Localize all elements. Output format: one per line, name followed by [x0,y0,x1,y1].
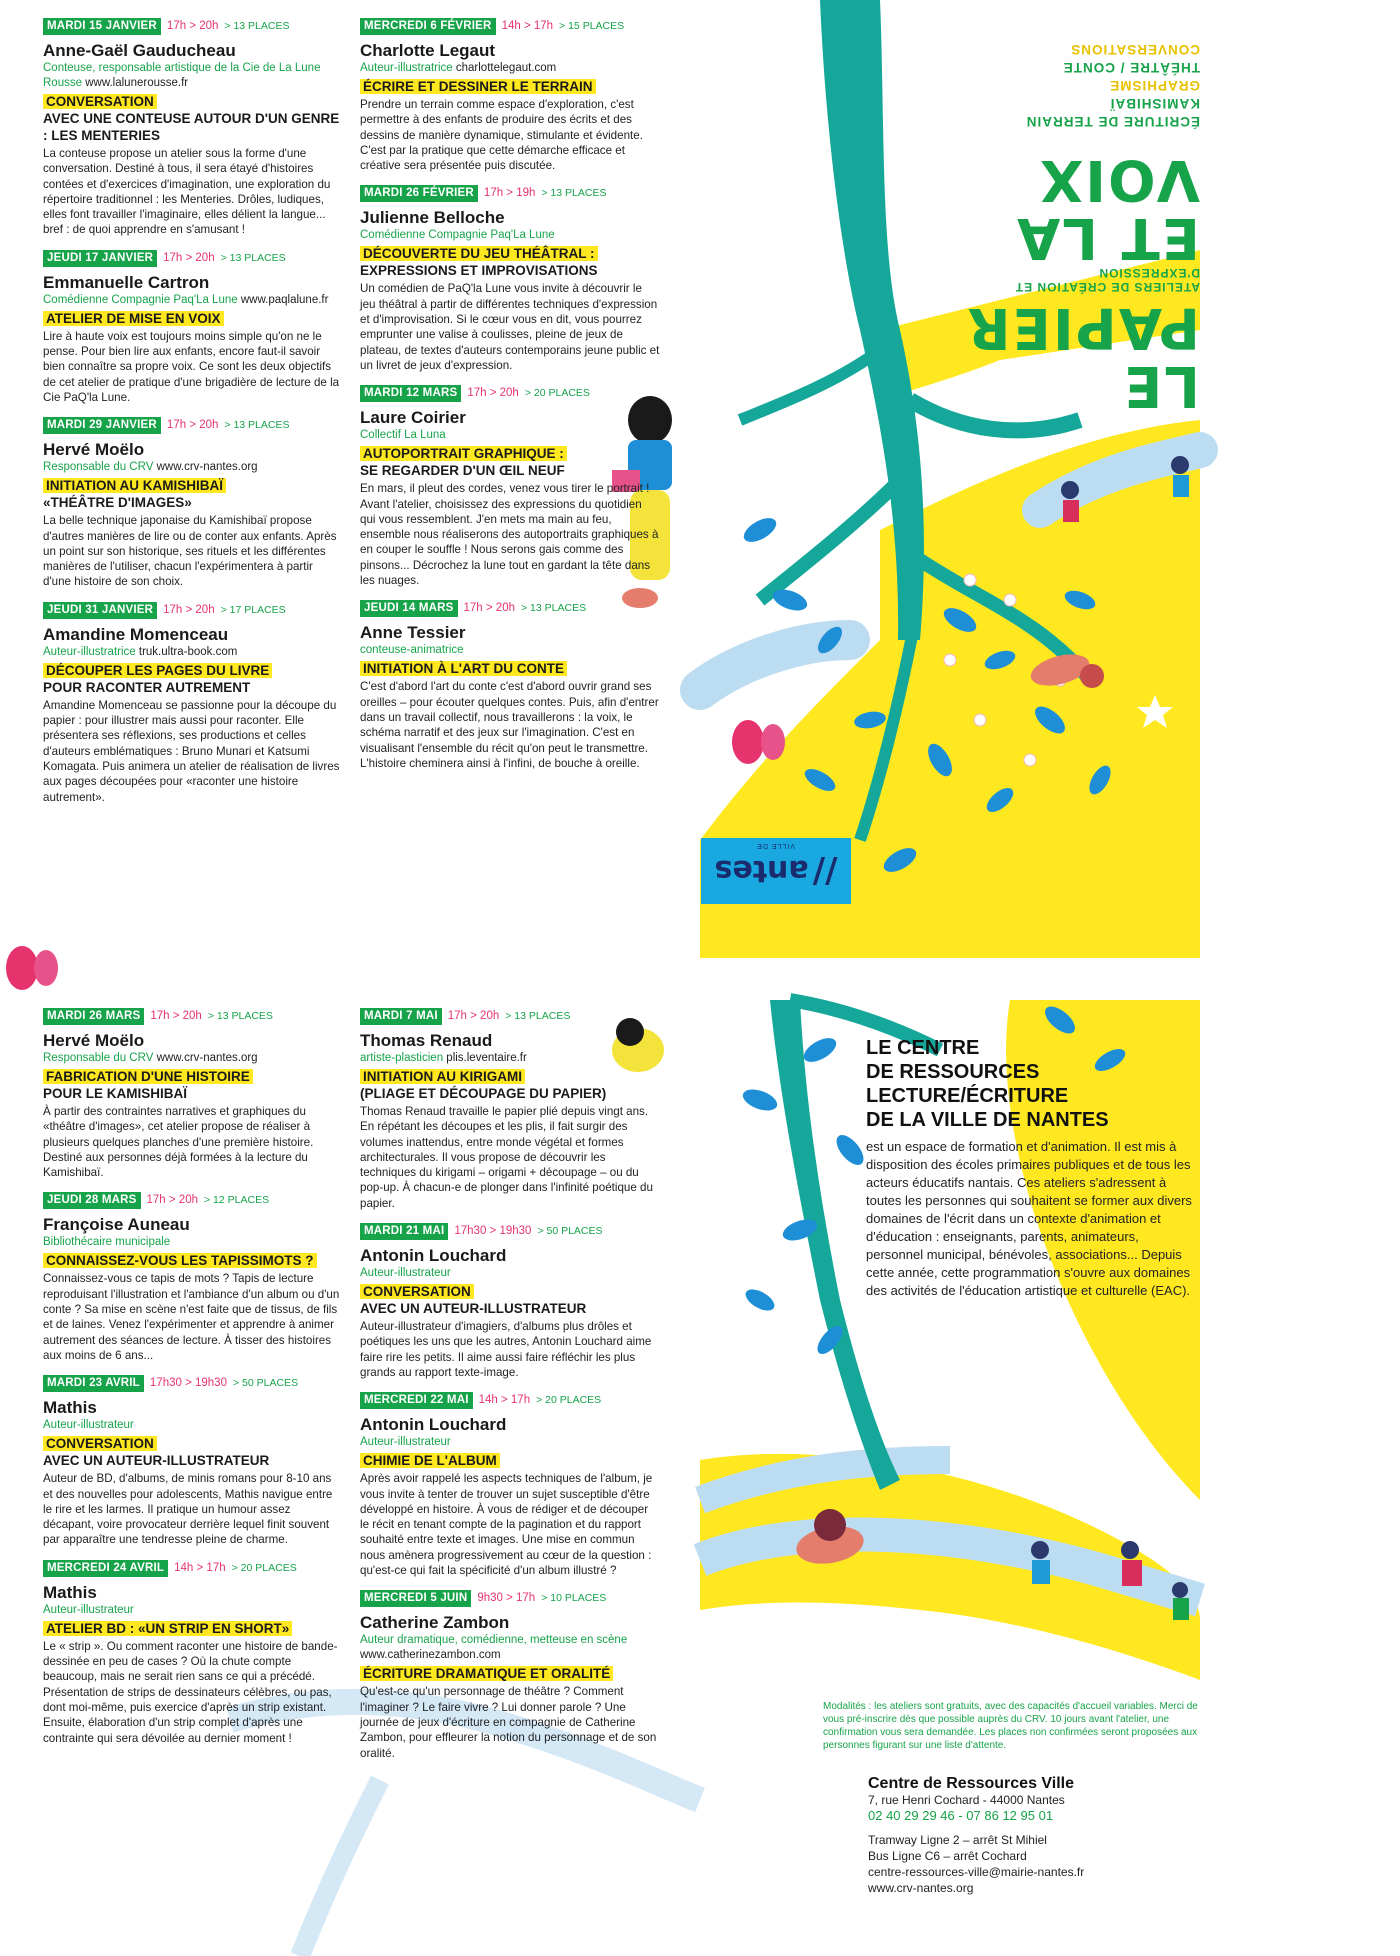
event-subtitle: «THÉÂTRE D'IMAGES» [43,495,192,511]
event-subtitle: SE REGARDER D'UN ŒIL NEUF [360,463,565,479]
event-presenter: Françoise Auneau [43,1215,190,1235]
event-description: Auteur de BD, d'albums, de minis romans pour 8-10 ans et des nouvelles pour adolescents, Mathis navigue entre le rire et les larmes. Il pratique un humour assez décapant, voire provocateur derrière lequel finit souvent par apparaître une tendresse pleine de charme. [43,1472,333,1547]
event-date: MERCREDI 5 JUIN [360,1590,471,1607]
nantes-logo-icon: // [812,851,838,891]
event-date: MARDI 15 JANVIER [43,18,161,35]
event-entry [360,385,660,588]
event-date: MARDI 23 AVRIL [43,1375,144,1392]
event-title: INITIATION AU KAMISHIBAÏ [43,478,226,493]
event-workshop [360,1283,660,1317]
event-title: CHIMIE DE L'ALBUM [360,1453,500,1468]
event-title: CONVERSATION [43,1436,157,1451]
event-description: Auteur-illustrateur d'imagiers, d'albums plus drôles et poétiques les uns que les autres, Antonin Louchard aime faire rire les petits. Il aime aussi faire réfléchir les plus grands au rapport texte-image. [360,1320,652,1379]
event-title: AUTOPORTRAIT GRAPHIQUE : [360,446,567,461]
event-time: 17h > 20h [447,1010,500,1022]
event-date-row [43,1560,343,1577]
event-places: > 20 PLACES [231,1561,297,1574]
event-presenter: Mathis [43,1582,97,1602]
event-description: Thomas Renaud travaille le papier plié depuis vingt ans. En répétant les découpes et les plis, il fait surgir des volumes inattendus, entre monde végétal et formes architecturales. Il vous propose de découvrir les techniques du kirigami – origami + découpage – ou du pop-up. À chacun-e de plonger dans l'infinité poétique du papier. [360,1105,653,1210]
event-date-row [360,1008,660,1025]
event-places: > 13 PLACES [521,602,587,615]
event-places: > 12 PLACES [204,1194,270,1207]
event-workshop [360,660,660,677]
event-date: JEUDI 28 MARS [43,1192,141,1209]
event-date-row [43,1192,343,1209]
event-role: Comédienne Compagnie Paq'La Lune [43,293,238,306]
event-workshop [360,1068,660,1102]
event-description: Lire à haute voix est toujours moins simple qu'on ne le pense. Pour bien lire aux enfants, encore faut-il savoir bien connaître sa propre voix. Ce sont les deux objectifs de cet atelier de pratique d'une brigadière de lecture de la Cie PaQ'la Lune. [43,329,340,404]
event-date: JEUDI 17 JANVIER [43,250,157,267]
contact-transport-bus: Bus Ligne C6 – arrêt Cochard [868,1849,1027,1863]
event-places: > 50 PLACES [232,1377,299,1390]
event-time: 17h > 20h [463,602,515,615]
event-workshop [43,1068,343,1102]
event-subtitle: POUR LE KAMISHIBAÏ [43,1086,188,1101]
event-time: 17h > 20h [163,603,215,616]
event-workshop [43,1435,343,1469]
event-role-line [43,61,343,91]
event-time: 17h > 20h [146,1194,198,1207]
event-role-line [360,228,660,243]
event-website[interactable]: plis.leventaire.fr [446,1052,527,1064]
event-entry [43,1560,343,1746]
event-presenter: Julienne Belloche [360,208,505,228]
event-time: 17h30 > 19h30 [454,1225,532,1238]
cover-topics [720,40,1200,130]
event-workshop [43,1252,343,1269]
centre-heading [866,1036,1196,1132]
event-description: En mars, il pleut des cordes, venez vous tirer le portrait ! Avant l'atelier, choisissez des expressions du quotidien qui vous ressemblent. J'en mets ma main au feu, ensemble nous réaliserons des autoportraits graphiques à en couper le souffle ! Nous serons gais comme des pinsons... Décrochez la lune tout en gardant la tête dans les nuages. [360,482,659,588]
event-date-row [360,185,660,202]
event-entry [360,1008,660,1211]
event-subtitle: (PLIAGE ET DÉCOUPAGE DU PAPIER) [360,1086,607,1101]
event-title: DÉCOUPER LES PAGES DU LIVRE [43,663,272,678]
event-description: La conteuse propose un atelier sous la forme d'une conversation. Destiné à tous, il sera étayé d'histoires contées et d'exercices d'imagination, une exploration du répertoire traditionnel : les Menteries. Drôles, ludiques, elles font travailler l'imaginaire, elles délient la langue... bref : de quoi apprendre en s'amusant ! [43,147,331,237]
event-role: artiste-plasticien [360,1052,444,1064]
event-website[interactable]: truk.ultra-book.com [138,645,238,658]
event-role-line [43,645,343,660]
event-role: Auteur-illustrateur [43,1603,134,1616]
cover-panel [700,0,1200,958]
event-places: > 13 PLACES [541,187,607,200]
event-title: ATELIER BD : «UN STRIP EN SHORT» [43,1621,292,1636]
event-entry [43,1008,343,1180]
event-role-line [360,61,660,76]
event-places: > 17 PLACES [220,603,286,616]
event-title: ATELIER DE MISE EN VOIX [43,311,224,326]
event-entry [43,417,343,589]
events-column-3 [43,1008,343,1758]
contact-title: Centre de Ressources Ville [868,1775,1075,1792]
event-date: MERCREDI 24 AVRIL [43,1560,168,1577]
event-role: Auteur-illustrateur [43,1419,134,1432]
event-role-line [43,1603,343,1618]
event-description: Un comédien de PaQ'la Lune vous invite à découvrir le jeu théâtral à partir de différentes techniques d'expression et d'improvisation. Si le cœur vous en dit, vous pourrez emprunter une valise à coulisses, pleine de jeux de plateau, de textes d'auteurs contemporains jeune public et un livret de jeux d'expression. [360,282,660,372]
event-places: > 13 PLACES [505,1010,571,1022]
event-workshop [43,477,343,511]
modalites-note: Modalités : les ateliers sont gratuits, avec des capacités d'accueil variables. Merci de vous pré-inscrire dès que possible auprès du CRV. 10 jours avant l'atelier, une confirmation vous sera demandée. Les places non confirmées seront proposées aux personnes figurant sur une liste d'attente. [823,1701,1198,1751]
event-date: JEUDI 14 MARS [360,600,458,617]
event-description: C'est d'abord l'art du conte c'est d'abord ouvrir grand ses oreilles – pour écouter quelques contes. Puis, afin d'entrer dans un travail collectif, nous travaillerons : la voix, le schéma narratif et des jeux sur l'imagination. C'est en visualisant l'ensemble du récit qu'on peut le transmettre. L'histoire cheminera ainsi à l'infini, de bouche à oreille. [360,680,659,770]
contact-email[interactable]: centre-ressources-ville@mairie-nantes.fr [868,1865,1085,1879]
event-entry [360,600,660,771]
logo-small-text: VILLE DE [756,842,795,849]
cover-topic: GRAPHISME [1109,78,1200,93]
event-time: 17h > 20h [163,251,215,264]
event-role: Responsable du CRV [43,461,154,474]
event-subtitle: AVEC UN AUTEUR-ILLUSTRATEUR [43,1453,270,1469]
event-places: > 13 PLACES [224,20,290,32]
event-description: Connaissez-vous ce tapis de mots ? Tapis de lecture reproduisant l'illustration et l'ambiance d'un album ou d'un conte ? Sa mise en scène n'est faite que de tissus, de fils et de laines. Venez l'expérimenter et apprendre à animer autrement des séances de lecture. À tisser des histoires aux moins de 6 ans... [43,1272,340,1362]
event-role-line [43,1418,343,1433]
cover-text-block [720,40,1200,152]
event-title: CONVERSATION [360,1284,474,1299]
event-role-line [43,1235,343,1250]
event-title: FABRICATION D'UNE HISTOIRE [43,1069,253,1084]
contact-phones: 02 40 29 29 46 - 07 86 12 95 01 [868,1808,1054,1823]
event-entry [43,602,343,805]
cover-subtitle: ATELIERS DE CRÉATION ET D'EXPRESSION [1014,266,1200,294]
event-date-row [360,1590,660,1607]
logo-wordmark: antes [714,853,809,889]
event-entry [360,1223,660,1380]
cover-topic: CONVERSATIONS [1070,42,1200,57]
event-date-row [360,385,660,402]
centre-heading-line: DE RESSOURCES [866,1061,1040,1083]
event-time: 17h > 20h [150,1010,202,1022]
event-workshop [43,310,343,327]
event-presenter: Laure Coirier [360,408,466,428]
event-workshop [360,445,660,479]
event-role: Auteur-illustrateur [360,1436,451,1449]
event-workshop [43,662,343,696]
event-role-line [43,293,343,308]
event-website[interactable]: www.catherinezambon.com [360,1649,501,1662]
events-column-4 [360,1008,660,1773]
event-date-row [43,602,343,619]
event-workshop [360,1665,660,1682]
ville-de-nantes-logo [701,838,851,904]
event-time: 17h30 > 19h30 [149,1377,227,1390]
event-subtitle: EXPRESSIONS ET IMPROVISATIONS [360,263,598,279]
event-date: MARDI 26 MARS [43,1008,144,1025]
event-date: MERCREDI 22 MAI [360,1392,473,1409]
event-role-line [360,643,660,658]
event-date-row [43,1375,343,1392]
event-workshop [43,93,343,144]
event-presenter: Hervé Moëlo [43,1031,145,1050]
event-website[interactable]: www.crv-nantes.org [156,461,258,474]
event-role: Bibliothécaire municipale [43,1236,171,1249]
event-role-line [43,1051,343,1066]
event-title: INITIATION AU KIRIGAMI [360,1069,525,1084]
event-entry [43,1375,343,1547]
event-presenter: Antonin Louchard [360,1415,507,1435]
event-role: Collectif La Luna [360,429,446,442]
event-presenter: Anne Tessier [360,623,466,643]
centre-heading-line: LE CENTRE [866,1037,980,1059]
event-description: À partir des contraintes narratives et graphiques du «théâtre d'images», cet atelier propose de réaliser à plusieurs quelques planches d'une première histoire. Destiné aux personnes déjà formées à la lecture du Kamishibaï. [43,1105,314,1180]
contact-website[interactable]: www.crv-nantes.org [868,1881,974,1895]
event-role: Auteur dramatique, comédienne, metteuse en scène [360,1634,628,1647]
events-column-2 [360,18,660,783]
centre-info [866,1036,1196,1300]
event-role: Auteur-illustratrice [360,62,453,74]
event-time: 17h > 19h [483,187,536,200]
event-title: ÉCRIRE ET DESSINER LE TERRAIN [360,79,596,94]
event-time: 14h > 17h [174,1561,226,1574]
event-description: Amandine Momenceau se passionne pour la découpe du papier : pour illustrer mais aussi pour raconter. Elle présentera ses réflexions, ses productions et celles d'auteurs emblématiques : Bruno Munari et Katsumi Komagata. Puis animera un atelier de réalisation de livres aux pages découpées pour «raconter une histoire autrement». [43,698,340,804]
centre-heading-line: DE LA VILLE DE NANTES [866,1109,1109,1131]
event-description: Le « strip ». Ou comment raconter une histoire de bande-dessinée en peu de cases ? Où la chute compte beaucoup, mais ne serait rien sans ce qui a précédé. Présentation de strips de dessinateurs célèbres, ou pas, dont moi-même, puis exercice d'après un strip existant. Ensuite, élaboration d'un strip complet d'après une contrainte qui sera dévoilée au dernier moment ! [43,1639,338,1745]
event-title: ÉCRITURE DRAMATIQUE ET ORALITÉ [360,1666,613,1681]
event-places: > 20 PLACES [524,387,590,400]
event-date: MARDI 29 JANVIER [43,417,161,434]
event-entry [360,1392,660,1578]
event-time: 9h30 > 17h [477,1592,536,1605]
event-description: Qu'est-ce qu'un personnage de théâtre ? Comment l'imaginer ? Le faire vivre ? Lui donner parole ? Une journée de jeux d'écriture en compagnie de Catherine Zambon, pour effleurer la notion du personnage et de son oralité. [360,1685,657,1760]
event-date: MARDI 26 FÉVRIER [360,185,478,202]
cover-topic: ÉCRITURE DE TERRAIN [1025,114,1200,129]
event-date: MARDI 12 MARS [360,385,461,402]
event-role: Auteur-illustratrice [43,645,136,658]
event-role: Comédienne Compagnie Paq'La Lune [360,229,555,242]
event-entry [43,1192,343,1363]
event-website[interactable]: www.crv-nantes.org [156,1052,258,1064]
cover-title-line2: ET LA VOIX [1015,147,1200,270]
event-workshop [43,1620,343,1637]
centre-description: est un espace de formation et d'animation. Il est mis à disposition des écoles primaires publiques et de tous les acteurs éducatifs nantais. Ces ateliers s'adressent à toutes les personnes qui souhaitent se former aux divers domaines de l'écrit dans un contexte d'animation et d'éducation : enseignants, parents, animateurs, personnel municipal, bénévoles, associations... Depuis cette année, cette programmation s'ouvre aux domaines des activités de l'éducation artistique et culturelle (EAC). [866,1139,1192,1298]
event-time: 17h > 20h [166,419,219,432]
event-website[interactable]: www.lalunerousse.fr [85,77,189,89]
event-presenter: Hervé Moëlo [43,440,145,460]
event-places: > 50 PLACES [537,1225,603,1238]
event-date-row [360,1392,660,1409]
event-presenter: Catherine Zambon [360,1613,510,1633]
event-title: CONVERSATION [43,94,157,109]
event-entry [360,18,660,173]
event-places: > 10 PLACES [541,1592,607,1605]
event-places: > 13 PLACES [207,1010,273,1022]
event-date-row [360,600,660,617]
cover-title-line1: LE PAPIER [965,295,1200,418]
event-role-line [360,1435,660,1450]
event-date-row [43,417,343,434]
cover-topic: KAMISHIBAÏ [1109,96,1200,111]
event-workshop [360,1452,660,1469]
event-presenter: Amandine Momenceau [43,624,229,644]
event-date: MERCREDI 6 FÉVRIER [360,18,496,35]
event-places: > 20 PLACES [536,1394,602,1407]
event-places: > 15 PLACES [559,20,625,32]
event-description: Après avoir rappelé les aspects techniques de l'album, je vous invite à tenter de trouver un sujet susceptible d'être développé en histoire. À vous de rédiger et de découper le récit en tenant compte de la pagination et du rapport souhaité entre texte et images. Une mise en commun nous amènera progressivement au cœur de la question : qu'est-ce qui fait la spécificité d'un album illustré ? [360,1472,653,1578]
butterfly-decoration [6,946,58,990]
event-role-line [360,1633,660,1663]
event-time: 14h > 17h [478,1394,531,1407]
contact-transport-tram: Tramway Ligne 2 – arrêt St Mihiel [868,1833,1047,1847]
event-subtitle: AVEC UN AUTEUR-ILLUSTRATEUR [360,1301,587,1317]
contact-block [868,1776,1168,1896]
event-time: 14h > 17h [501,20,554,32]
event-date: JEUDI 31 JANVIER [43,602,157,619]
event-date-row [43,1008,343,1025]
event-website[interactable]: charlottelegaut.com [455,62,557,74]
event-presenter: Antonin Louchard [360,1246,507,1266]
event-subtitle: POUR RACONTER AUTREMENT [43,679,251,695]
event-description: Prendre un terrain comme espace d'exploration, c'est permettre à des enfants de produire des écrits et des dessins de manière dynamique, stimulante et évidente. C'est par la pratique que cette démarche efficace et créative sera présentée puis discutée. [360,98,643,173]
event-entry [360,1590,660,1760]
event-presenter: Emmanuelle Cartron [43,272,210,292]
event-role: Conteuse, responsable artistique de la Cie de La Lune Rousse [43,62,321,89]
contact-address: 7, rue Henri Cochard - 44000 Nantes [868,1793,1065,1807]
event-date: MARDI 7 MAI [360,1008,442,1025]
event-time: 17h > 20h [166,20,219,32]
event-presenter: Anne-Gaël Gauducheau [43,41,236,60]
event-role-line [360,428,660,443]
cover-topic: THÉÂTRE / CONTE [1062,60,1200,75]
event-presenter: Charlotte Legaut [360,41,496,60]
centre-heading-line: LECTURE/ÉCRITURE [866,1085,1069,1107]
event-description: La belle technique japonaise du Kamishibaï propose d'autres manières de lire ou de conter aux enfants. Après un point sur son historique, ses rituels et les différentes manières de l'utiliser, chacun l'expérimentera à partir d'une histoire de son choix. [43,514,337,589]
event-title: INITIATION À L'ART DU CONTE [360,661,567,676]
event-role-line [43,460,343,475]
event-role-line [360,1051,660,1066]
event-entry [43,18,343,238]
event-subtitle: AVEC UNE CONTEUSE AUTOUR D'UN GENRE : LES MENTERIES [43,111,340,143]
event-entry [360,185,660,373]
event-role: Auteur-illustrateur [360,1267,451,1280]
event-entry [43,250,343,405]
event-workshop [360,78,660,95]
event-title: CONNAISSEZ-VOUS LES TAPISSIMOTS ? [43,1253,317,1268]
event-role-line [360,1266,660,1281]
event-role: conteuse-animatrice [360,644,464,657]
event-date-row [360,1223,660,1240]
event-date: MARDI 21 MAI [360,1223,448,1240]
event-places: > 13 PLACES [224,419,290,432]
event-workshop [360,245,660,279]
event-date-row [360,18,660,35]
event-presenter: Mathis [43,1398,97,1418]
events-column-1 [43,18,343,817]
event-title: DÉCOUVERTE DU JEU THÉÂTRAL : [360,246,598,261]
event-date-row [43,250,343,267]
event-role: Responsable du CRV [43,1052,154,1064]
event-date-row [43,18,343,35]
event-places: > 13 PLACES [220,251,286,264]
event-presenter: Thomas Renaud [360,1031,493,1050]
event-time: 17h > 20h [467,387,519,400]
event-website[interactable]: www.paqlalune.fr [240,293,329,306]
cover-title-block [940,147,1200,418]
